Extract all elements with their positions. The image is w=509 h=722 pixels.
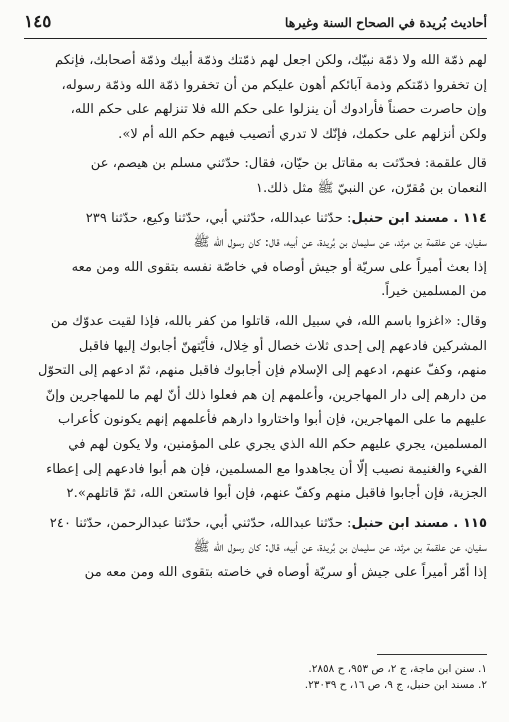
text-line: منهم، وكفّ عنهم، ادعهم إلى الإسلام فإن أجابوك فاقبل منهم، ثمّ ادعهم إلى التحوّل — [38, 363, 487, 379]
text-line: النعمان بن مُقرّن، عن النبيّ ﷺ مثل ذلك.١ — [255, 180, 487, 196]
hadith-114 — [24, 207, 487, 305]
text-line: سفيان، عن علقمة بن مرثد، عن سليمان بن بُريدة، عن أبيه، قال: كان رسول الله ﷺ — [193, 235, 487, 251]
text-line: من المسلمين خيراً. — [381, 284, 487, 300]
text-line: إذا أمّر أميراً على جيش أو سريّة أوصاه في خاصته بتقوى الله ومن معه من — [84, 564, 487, 580]
paragraph-alqama-note — [24, 152, 487, 201]
header-rule — [24, 38, 487, 39]
page-number: ١٤٥ — [24, 12, 52, 32]
footnote-rule — [377, 654, 487, 655]
text-line: وقال: «اغزوا باسم الله، في سبيل الله، قاتلوا من كفر بالله، فإذا لقيت عدوّك من — [50, 313, 487, 329]
text-line: الجزية، فإن أجابوا فاقبل منهم وكفّ عنهم، فإن أبوا فاستعن الله، ثمّ قاتلهم».٢ — [66, 486, 487, 502]
hadith-115 — [24, 512, 487, 586]
text-line: لهم ذمّة الله ولا ذمّة نبيّك، ولكن اجعل لهم ذمّتك وذمّة أبيك وذمّة أصحابك، فإنكم — [54, 53, 487, 68]
text-line: الفيء والغنيمة نصيب إلّا أن يجاهدوا مع المسلمين، فإن هم أبوا فادعهم إلى إعطاء — [46, 461, 487, 477]
hadith-number-label: ١١٥ . مسند ابن حنبل — [351, 515, 487, 531]
text-line: عليهم ما على المهاجرين، فإن أبوا واختاروا دارهم فأعلمهم إنهم يكونون كأعراب — [58, 412, 487, 428]
running-title: أحاديث بُريدة في الصحاح السنة وغيرها — [284, 15, 487, 30]
footnote-2: ٢. مسند ابن حنبل، ج ٩، ص ١٦، ح ٢٣٠٣٩. — [304, 679, 487, 691]
text-line: ولكن أنزلهم على حكمك، فإنّك لا تدري أتصيب فيهم حكم الله أم لا». — [118, 126, 487, 142]
text-line: قال علقمة: فحدّثت به مقاتل بن حيّان، فقال: حدّثني مسلم بن هيصم، عن — [90, 156, 487, 172]
text-line: ١١٤ . مسند ابن حنبل: حدّثنا عبدالله، حدّثني أبي، حدّثنا وكيع، حدّثنا ٢٣٩ — [85, 210, 487, 226]
hadith-number-label: ١١٤ . مسند ابن حنبل — [351, 210, 487, 226]
footnote-1: ١. سنن ابن ماجة، ج ٢، ص ٩٥٣، ح ٢٨٥٨. — [308, 663, 487, 675]
text-line: ١١٥ . مسند ابن حنبل: حدّثنا عبدالله، حدّثني أبي، حدّثنا عبدالرحمن، حدّثنا ٢٤٠ — [49, 515, 487, 531]
text-line: وإن حاصرت حصناً فأرادوك أن ينزلوا على حكم الله فلا تنزلهم على حكم الله، — [70, 102, 487, 118]
text-line: سفيان، عن علقمة بن مرثد، عن سليمان بن بُريدة، عن أبيه، قال: كان رسول الله ﷺ — [193, 540, 487, 556]
text-line: المسلمين، يجري عليهم حكم الله الذي يجري على المؤمنين، ولا يكون لهم في — [68, 436, 487, 452]
text-line: المشركين فادعهم إلى إحدى ثلاث خصال أو خِلال، فأيّتهنّ أجابوك إليها فاقبل — [78, 338, 487, 354]
text-line: إذا بعث أميراً على سريّة أو جيش أوصاه في خاصّة نفسه بتقوى الله ومن معه — [71, 259, 487, 275]
paragraph-prophet-instructions — [24, 310, 487, 507]
running-header — [24, 12, 487, 32]
paragraph-hadith-continuation — [24, 49, 487, 147]
text-line: إن تخفروا ذمّتكم وذمة آبائكم أهون عليكم من أن تخفروا ذمّة الله وذمّة رسوله، — [61, 77, 487, 93]
text-line: من دارهم إلى دار المهاجرين، وأعلمهم إن هم فعلوا ذلك أنّ لهم ما للمهاجرين وإنّ — [45, 387, 487, 403]
footnotes — [24, 654, 487, 693]
